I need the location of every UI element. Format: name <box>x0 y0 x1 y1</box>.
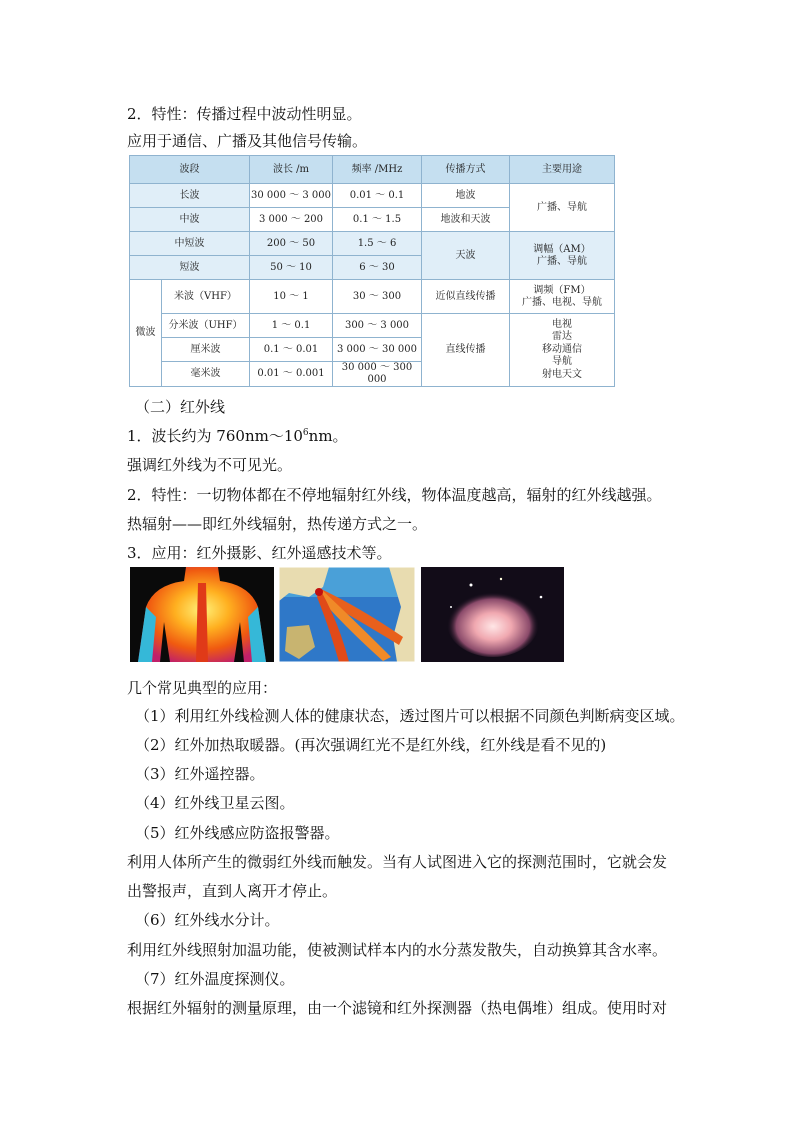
list-item: （1）利用红外线检测人体的健康状态，透过图片可以根据不同颜色判断病变区域。 <box>135 707 685 725</box>
list-item: （6）红外线水分计。 <box>135 911 280 929</box>
table-cell <box>510 314 615 387</box>
table-cell-line: 调幅（AM） <box>533 243 591 255</box>
table-cell: 近似直线传播 <box>422 280 510 314</box>
radio-wave-table <box>129 155 615 387</box>
thermal-body-image <box>130 567 274 662</box>
table-cell: 0.1 ～ 1.5 <box>333 208 422 232</box>
table-cell-line: 射电天文 <box>542 368 582 380</box>
nebula-image <box>421 567 564 662</box>
table-cell-line: 调频（FM） <box>533 284 591 296</box>
section-heading: （二）红外线 <box>135 398 226 416</box>
table-cell: 50 ～ 10 <box>250 256 333 280</box>
table-cell: 30 000 ～ 300 000 <box>333 362 422 387</box>
text-line: 利用红外线照射加温功能，使被测试样本内的水分蒸发散失，自动换算其含水率。 <box>127 941 668 959</box>
table-cell: 短波 <box>130 256 250 280</box>
table-cell: 0.01 ～ 0.001 <box>250 362 333 387</box>
text-line: 3．应用：红外摄影、红外遥感技术等。 <box>127 544 392 562</box>
text-line: 强调红外线为不可见光。 <box>127 456 293 474</box>
table-cell: 天波 <box>422 232 510 280</box>
text-fragment: 1．波长约为 760nm～10 <box>127 427 303 445</box>
table-cell: 30 ～ 300 <box>333 280 422 314</box>
table-cell-line: 广播、导航 <box>537 255 587 267</box>
table-cell: 地波 <box>422 184 510 208</box>
table-cell: 分米波（UHF） <box>162 314 250 338</box>
table-cell <box>510 280 615 314</box>
table-cell: 中短波 <box>130 232 250 256</box>
table-header: 传播方式 <box>422 156 510 184</box>
table-cell: 中波 <box>130 208 250 232</box>
table-cell: 3 000 ～ 200 <box>250 208 333 232</box>
list-item: （3）红外遥控器。 <box>135 765 265 783</box>
table-cell: 300 ～ 3 000 <box>333 314 422 338</box>
list-item: （5）红外线感应防盗报警器。 <box>135 824 340 842</box>
table-header: 频率 /MHz <box>333 156 422 184</box>
table-header: 主要用途 <box>510 156 615 184</box>
table-cell: 毫米波 <box>162 362 250 387</box>
table-cell-line: 电视 <box>552 318 572 330</box>
table-cell: 厘米波 <box>162 338 250 362</box>
wavelength-line <box>127 425 348 447</box>
table-cell: 1.5 ～ 6 <box>333 232 422 256</box>
table-cell <box>510 232 615 280</box>
table-cell: 0.1 ～ 0.01 <box>250 338 333 362</box>
text-line: 利用人体所产生的微弱红外线而触发。当有人试图进入它的探测范围时，它就会发 <box>127 853 668 871</box>
text-line: 出警报声，直到人离开才停止。 <box>127 882 338 900</box>
table-cell: 30 000 ～ 3 000 <box>250 184 333 208</box>
table-cell: 广播、导航 <box>510 184 615 232</box>
superscript: 6 <box>302 428 309 438</box>
table-cell: 1 ～ 0.1 <box>250 314 333 338</box>
list-item: （7）红外温度探测仪。 <box>135 970 295 988</box>
table-cell: 6 ～ 30 <box>333 256 422 280</box>
table-cell: 3 000 ～ 30 000 <box>333 338 422 362</box>
text-line: 2．特性：一切物体都在不停地辐射红外线，物体温度越高，辐射的红外线越强。 <box>127 486 662 504</box>
table-cell-line: 导航 <box>552 356 572 368</box>
table-cell-line: 广播、电视、导航 <box>522 296 602 308</box>
table-cell: 微波 <box>130 280 162 387</box>
text-fragment: nm。 <box>308 427 348 445</box>
table-cell: 0.01 ～ 0.1 <box>333 184 422 208</box>
list-item: （2）红外加热取暖器。(再次强调红光不是红外线，红外线是看不见的) <box>135 736 607 754</box>
table-cell: 200 ～ 50 <box>250 232 333 256</box>
table-cell: 米波（VHF） <box>162 280 250 314</box>
table-cell: 长波 <box>130 184 250 208</box>
list-item: （4）红外线卫星云图。 <box>135 794 295 812</box>
table-header: 波段 <box>130 156 250 184</box>
text-line: 几个常见典型的应用： <box>127 679 278 697</box>
text-line: 2．特性：传播过程中波动性明显。 <box>127 105 362 123</box>
tsunami-map-image <box>279 567 415 662</box>
table-cell: 直线传播 <box>422 314 510 387</box>
table-cell: 地波和天波 <box>422 208 510 232</box>
table-header: 波长 /m <box>250 156 333 184</box>
text-line: 根据红外辐射的测量原理，由一个滤镜和红外探测器（热电偶堆）组成。使用时对 <box>127 999 668 1017</box>
text-line: 应用于通信、广播及其他信号传输。 <box>127 132 368 150</box>
table-cell-line: 雷达 <box>552 331 572 343</box>
text-line: 热辐射——即红外线辐射，热传递方式之一。 <box>127 515 428 533</box>
table-cell: 10 ～ 1 <box>250 280 333 314</box>
table-cell-line: 移动通信 <box>542 343 582 355</box>
